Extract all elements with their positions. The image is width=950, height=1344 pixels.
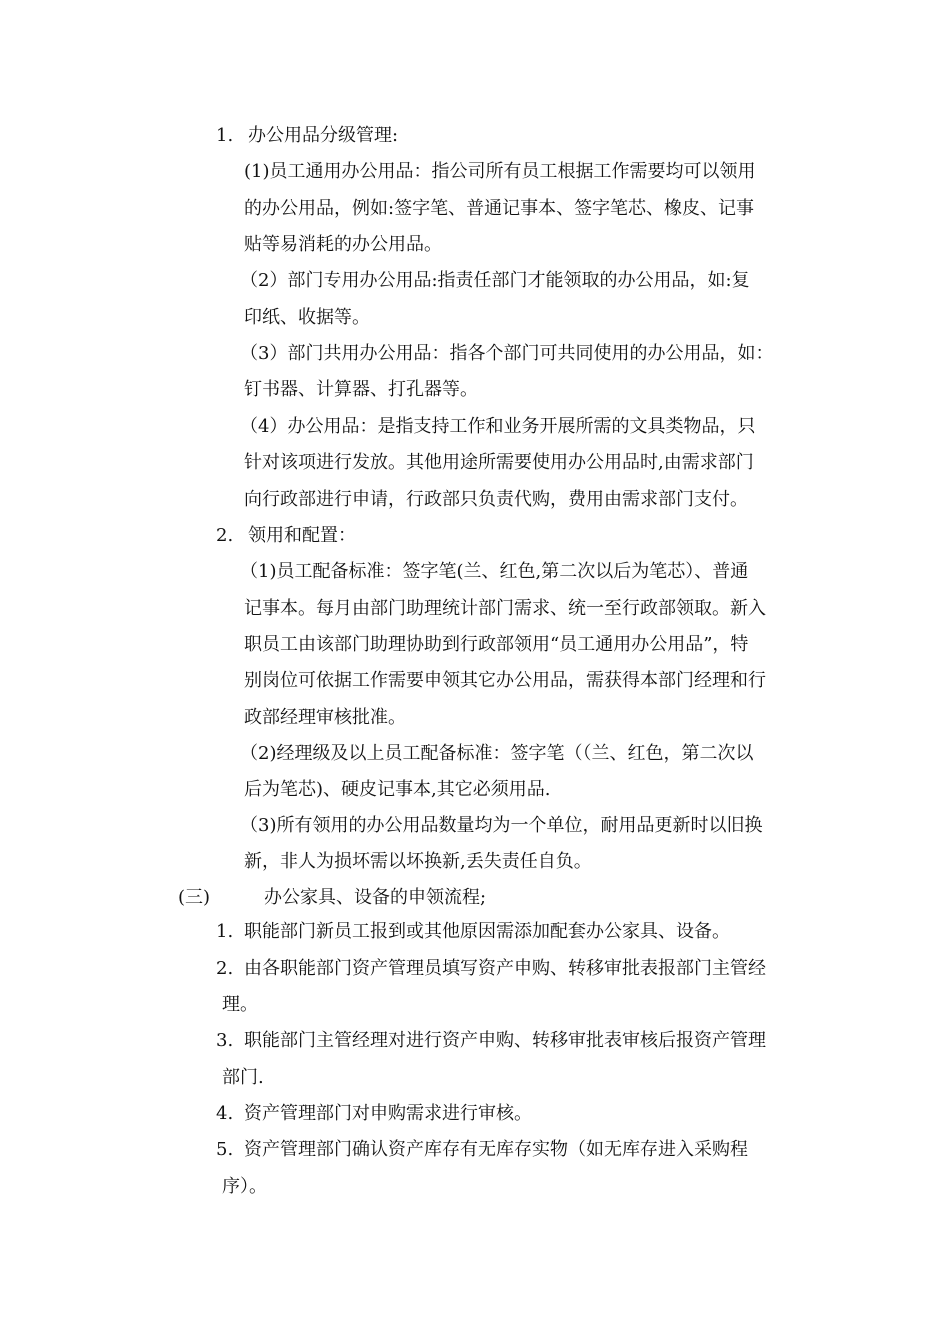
step-3-line-2: 部门. bbox=[222, 1067, 264, 1088]
step-5-number: 5. bbox=[216, 1139, 234, 1160]
section-3-number: (三) bbox=[178, 887, 211, 908]
item-1-p3-line-1: （3）部门共用办公用品：指各个部门可共同使用的办公用品，如： bbox=[240, 343, 774, 364]
item-1-number: 1. bbox=[216, 125, 234, 146]
item-2-number: 2. bbox=[216, 525, 234, 546]
item-1-title: 办公用品分级管理: bbox=[248, 125, 399, 146]
section-3-title: 办公家具、设备的申领流程; bbox=[264, 887, 487, 908]
item-2-p2-line-2: 后为笔芯)、硬皮记事本,其它必须用品. bbox=[244, 779, 551, 800]
item-1-p1-line-1: (1)员工通用办公用品：指公司所有员工根据工作需要均可以领用 bbox=[244, 161, 756, 182]
step-4-number: 4. bbox=[216, 1103, 234, 1124]
item-2-p1-line-1: （1)员工配备标准：签字笔(兰、红色,第二次以后为笔芯）、普通 bbox=[240, 561, 749, 582]
item-1-p4-line-3: 向行政部进行申请，行政部只负责代购，费用由需求部门支付。 bbox=[244, 489, 748, 510]
step-3-number: 3. bbox=[216, 1030, 234, 1051]
step-2-line-1: 由各职能部门资产管理员填写资产申购、转移审批表报部门主管经 bbox=[244, 958, 766, 979]
item-2-p1-line-2: 记事本。每月由部门助理统计部门需求、统一至行政部领取。新入 bbox=[244, 598, 766, 619]
item-2-p1-line-3: 职员工由该部门助理协助到行政部领用“员工通用办公用品”，特 bbox=[244, 634, 749, 655]
item-1-p4-line-1: （4）办公用品：是指支持工作和业务开展所需的文具类物品，只 bbox=[240, 416, 756, 437]
item-2-p3-line-2: 新，非人为损坏需以坏换新,丢失责任自负。 bbox=[244, 851, 592, 872]
step-5-line-2: 序）。 bbox=[222, 1176, 267, 1197]
item-2-p1-line-5: 政部经理审核批准。 bbox=[244, 707, 406, 728]
item-1-p4-line-2: 针对该项进行发放。其他用途所需要使用办公用品时,由需求部门 bbox=[244, 452, 754, 473]
item-1-p3-line-2: 钉书器、计算器、打孔器等。 bbox=[244, 379, 478, 400]
item-2-p2-line-1: （2)经理级及以上员工配备标准：签字笔（（兰、红色，第二次以 bbox=[240, 743, 754, 764]
step-4-line-1: 资产管理部门对申购需求进行审核。 bbox=[244, 1103, 532, 1124]
step-2-number: 2. bbox=[216, 958, 234, 979]
step-5-line-1: 资产管理部门确认资产库存有无库存实物（如无库存进入采购程 bbox=[244, 1139, 748, 1160]
item-1-p1-line-2: 的办公用品，例如:签字笔、普通记事本、签字笔芯、橡皮、记事 bbox=[244, 198, 755, 219]
item-2-p3-line-1: （3)所有领用的办公用品数量均为一个单位，耐用品更新时以旧换 bbox=[240, 815, 763, 836]
item-1-p1-line-3: 贴等易消耗的办公用品。 bbox=[244, 234, 442, 255]
item-1-p2-line-1: （2）部门专用办公用品:指责任部门才能领取的办公用品，如:复 bbox=[240, 270, 750, 291]
step-1-number: 1. bbox=[216, 921, 234, 942]
item-1-p2-line-2: 印纸、收据等。 bbox=[244, 307, 370, 328]
step-1-line-1: 职能部门新员工报到或其他原因需添加配套办公家具、设备。 bbox=[244, 921, 730, 942]
step-3-line-1: 职能部门主管经理对进行资产申购、转移审批表审核后报资产管理 bbox=[244, 1030, 766, 1051]
item-2-title: 领用和配置： bbox=[248, 525, 356, 546]
step-2-line-2: 理。 bbox=[222, 994, 258, 1015]
item-2-p1-line-4: 别岗位可依据工作需要申领其它办公用品，需获得本部门经理和行 bbox=[244, 670, 766, 691]
